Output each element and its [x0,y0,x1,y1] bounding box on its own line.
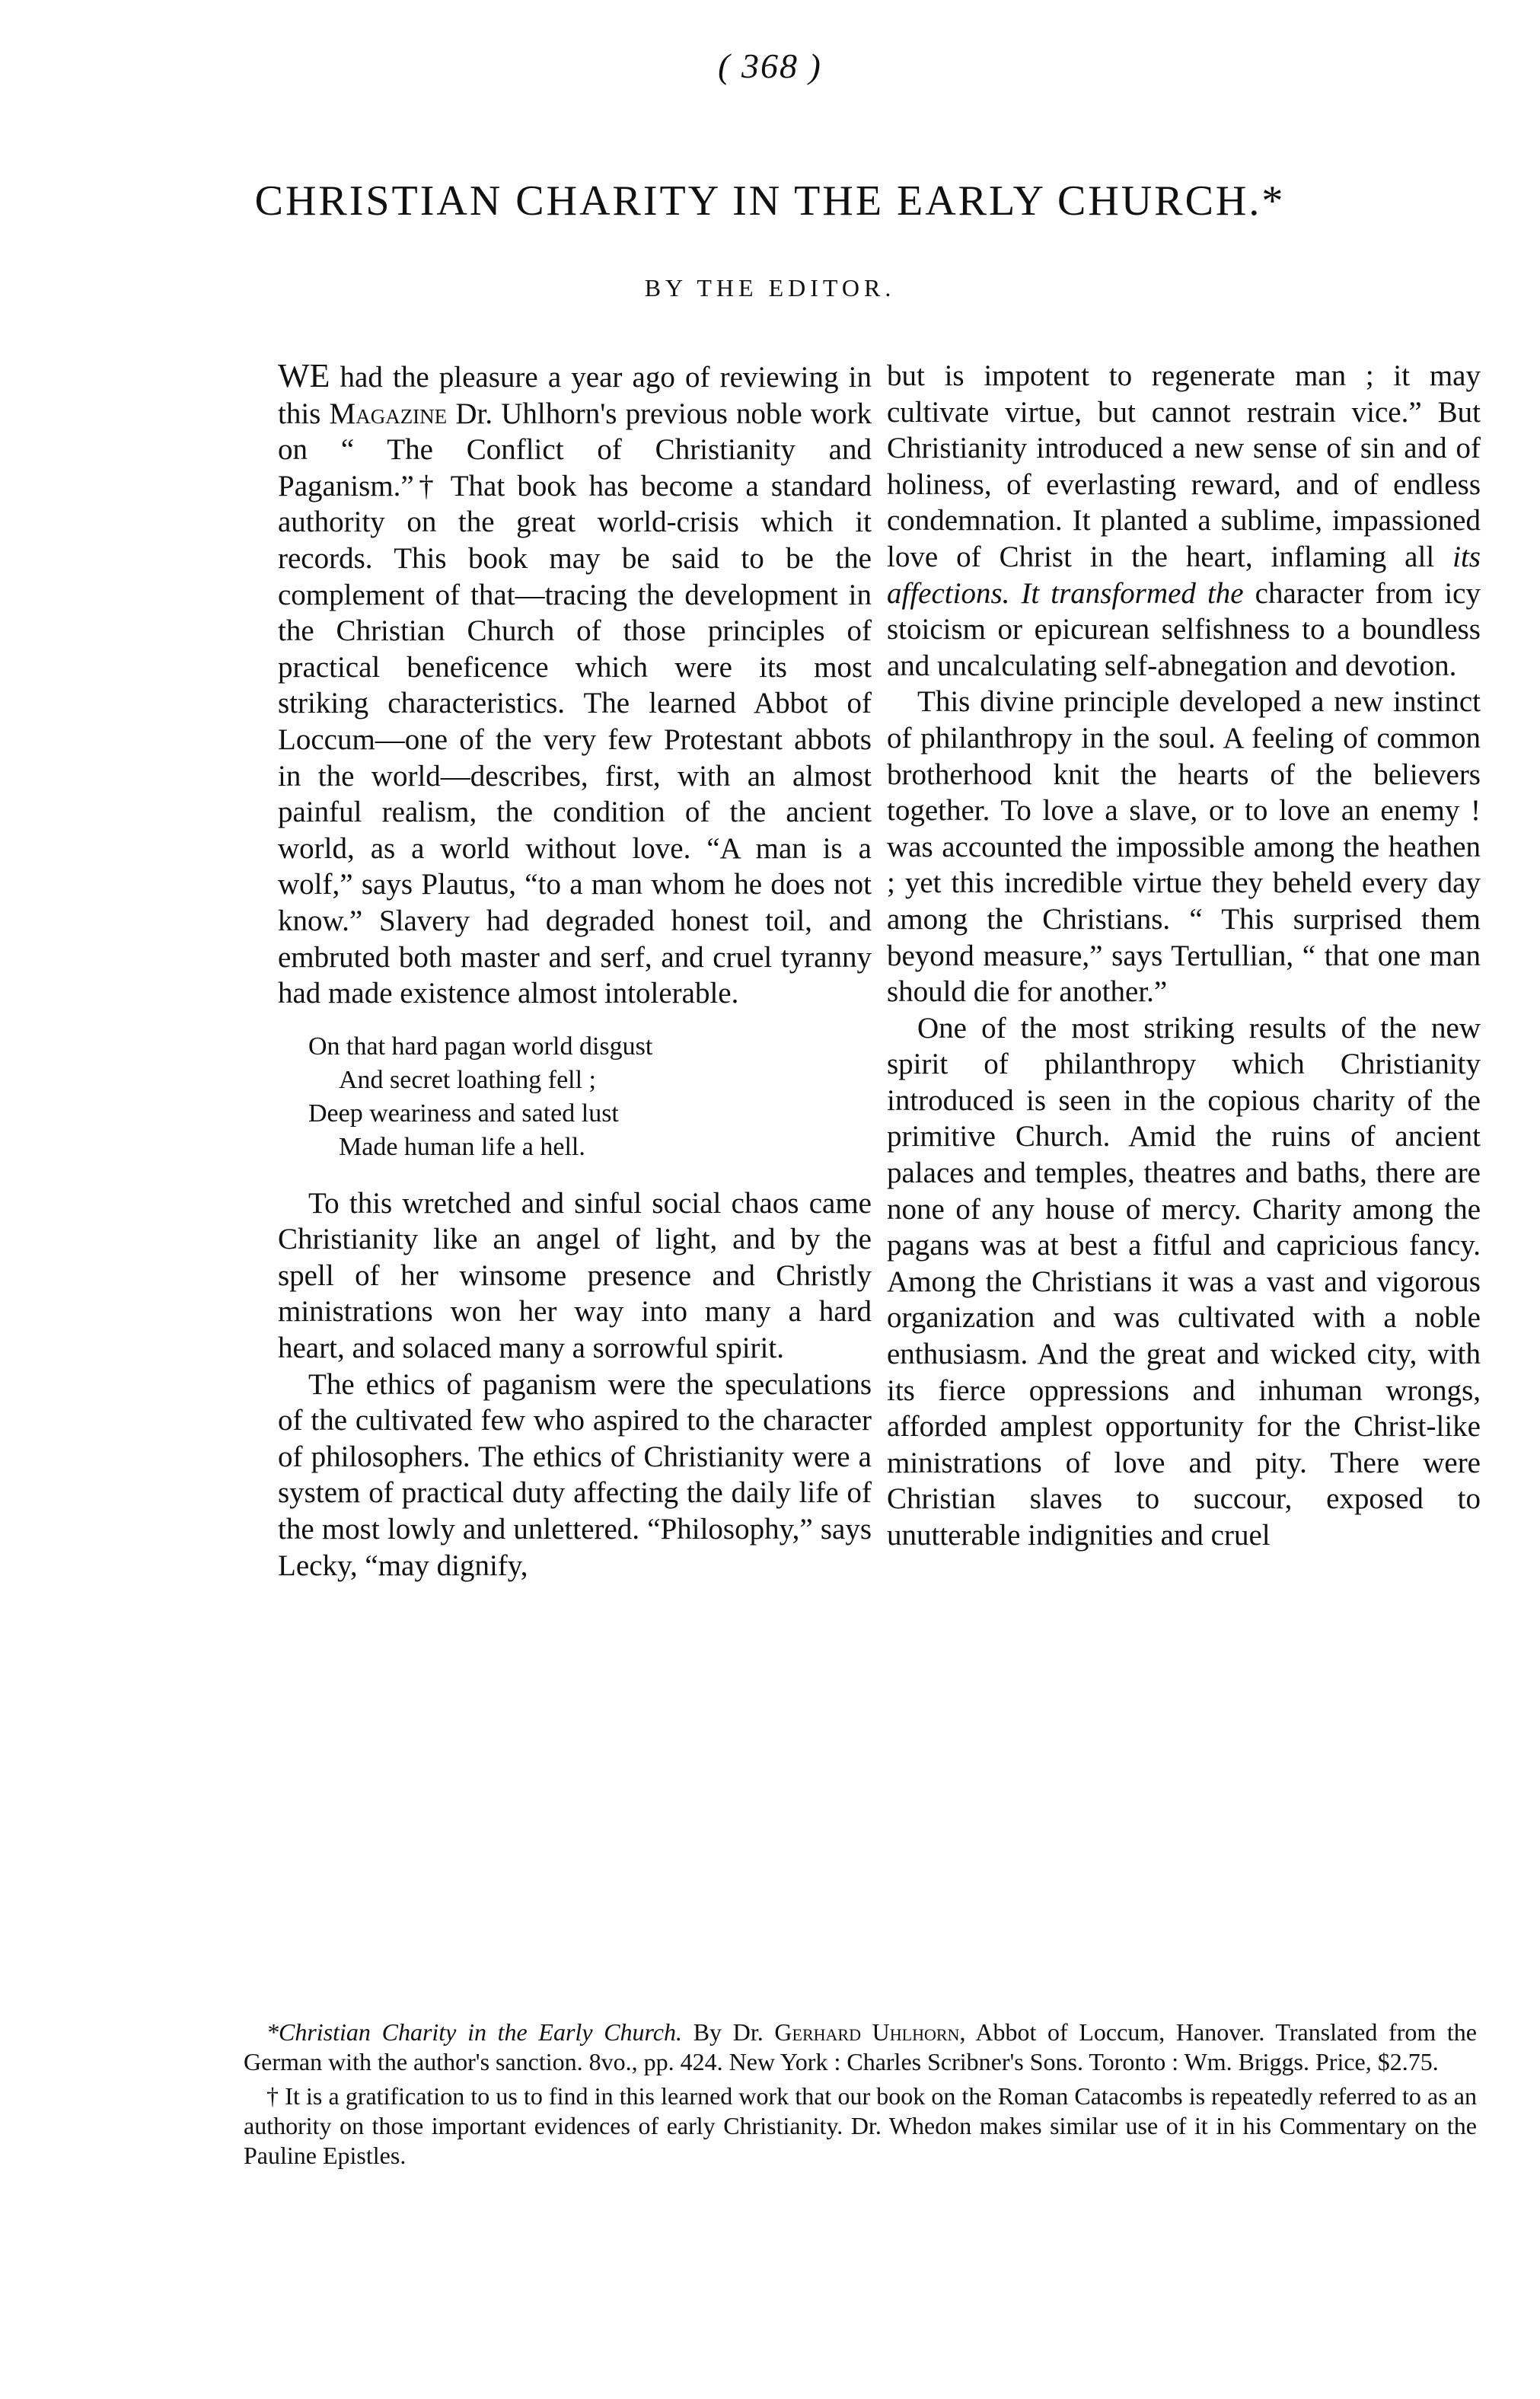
left-column [278,358,872,1584]
drop-cap: WE [278,357,330,394]
author-name: Gerhard Uhlhorn [774,2018,960,2046]
footnote-book-title: *Christian Charity in the Early Church. [266,2018,683,2046]
page-number: ( 368 ) [718,46,822,85]
footnote-text: By Dr. [682,2018,775,2046]
paragraph-text: had the pleasure a year ago of reviewing in this [278,361,872,430]
byline: BY THE EDITOR. [644,274,896,301]
right-column [887,358,1481,1554]
poem-quote [308,1030,872,1164]
magazine-name: Magazine [329,397,448,430]
italic-text: its affections. It transformed the [887,540,1481,610]
footnote-2: † It is a gratification to us to find in this learned work that our book on the Roman Catacombs is repeatedly referred to as an authority on those important evidences of early Christianity. Dr. Whedon makes similar use of it in his Commentary on the Pauline Epistles. [244,2082,1477,2169]
right-paragraph-1 [887,358,1481,684]
left-paragraph-1 [278,358,872,1012]
poem-line: On that hard pagan world disgust [308,1032,653,1061]
poem-line: Deep weariness and sated lust [308,1099,619,1128]
footnote-text: , Abbot of Loccum, Hanover. Translated from the German with the author's sanction. 8vo., pp. 424. New York : Charles Scribner's Sons. Toronto : Wm. Briggs. Price, $2.75. [244,2018,1478,2075]
paragraph-text: but is impotent to regenerate man ; it may cultivate virtue, but cannot restrain vice.” But Christianity introduced a new sense of sin and of holiness, of everlasting reward, and of endless condemnation. It planted a sublime, impassioned love of Christ in the heart, inflaming all [887,359,1481,573]
article-title: CHRISTIAN CHARITY IN THE EARLY CHURCH.* [254,177,1286,225]
poem-line: And secret loathing fell ; [339,1065,597,1094]
footnotes [244,2018,1477,2175]
poem-line: Made human life a hell. [339,1132,585,1161]
left-paragraph-2: To this wretched and sinful social chaos came Christianity like an angel of light, and by the spell of her winsome presence and Christly ministrations won her way into many a hard heart, and solaced many a sorrowful spirit. [278,1186,872,1365]
right-paragraph-2: This divine principle developed a new instinct of philanthropy in the soul. A feeling of common brotherhood knit the hearts of the believers together. To love a slave, or to love an enemy ! was accounted the impossible among the heathen ; yet this incredible virtue they beheld every day among the Christians. “ This surprised them beyond measure,” says Tertullian, “ that one man should die for another.” [887,685,1481,1009]
left-paragraph-3: The ethics of paganism were the speculations of the cultivated few who aspired to the character of philosophers. The ethics of Christianity were a system of practical duty affecting the daily life of the most lowly and unlettered. “Philosophy,” says Lecky, “may dignify, [278,1367,872,1582]
right-paragraph-3: One of the most striking results of the new spirit of philanthropy which Christianity introduced is seen in the copious charity of the primitive Church. Amid the ruins of ancient palaces and temples, theatres and baths, there are none of any house of mercy. Charity among the pagans was at best a fitful and capricious fancy. Among the Christians it was a vast and vigorous organization and was cultivated with a noble enthusiasm. And the great and wicked city, with its fierce oppressions and inhuman wrongs, afforded amplest opportunity for the Christ-like ministrations of love and pity. There were Christian slaves to succour, exposed to unutterable indignities and cruel [887,1011,1481,1552]
paragraph-text: character from icy stoicism or epicurean selfishness to a boundless and uncalculating self-abnegation and devotion. [887,576,1481,682]
footnote-1 [244,2018,1477,2077]
paragraph-text: Dr. Uhlhorn's previous noble work on “ The Conflict of Christianity and Paganism.”† That book has become a standard authority on the great world-crisis which it records. This book may be said to be the complement of that—tracing the development in the Christian Church of those principles of practical beneficence which were its most striking characteristics. The learned Abbot of Loccum—one of the very few Protestant abbots in the world—describes, first, with an almost painful realism, the condition of the ancient world, as a world without love. “A man is a wolf,” says Plautus, “to a man whom he does not know.” Slavery had degraded honest toil, and embruted both master and serf, and cruel tyranny had made existence almost intolerable. [278,397,872,1010]
